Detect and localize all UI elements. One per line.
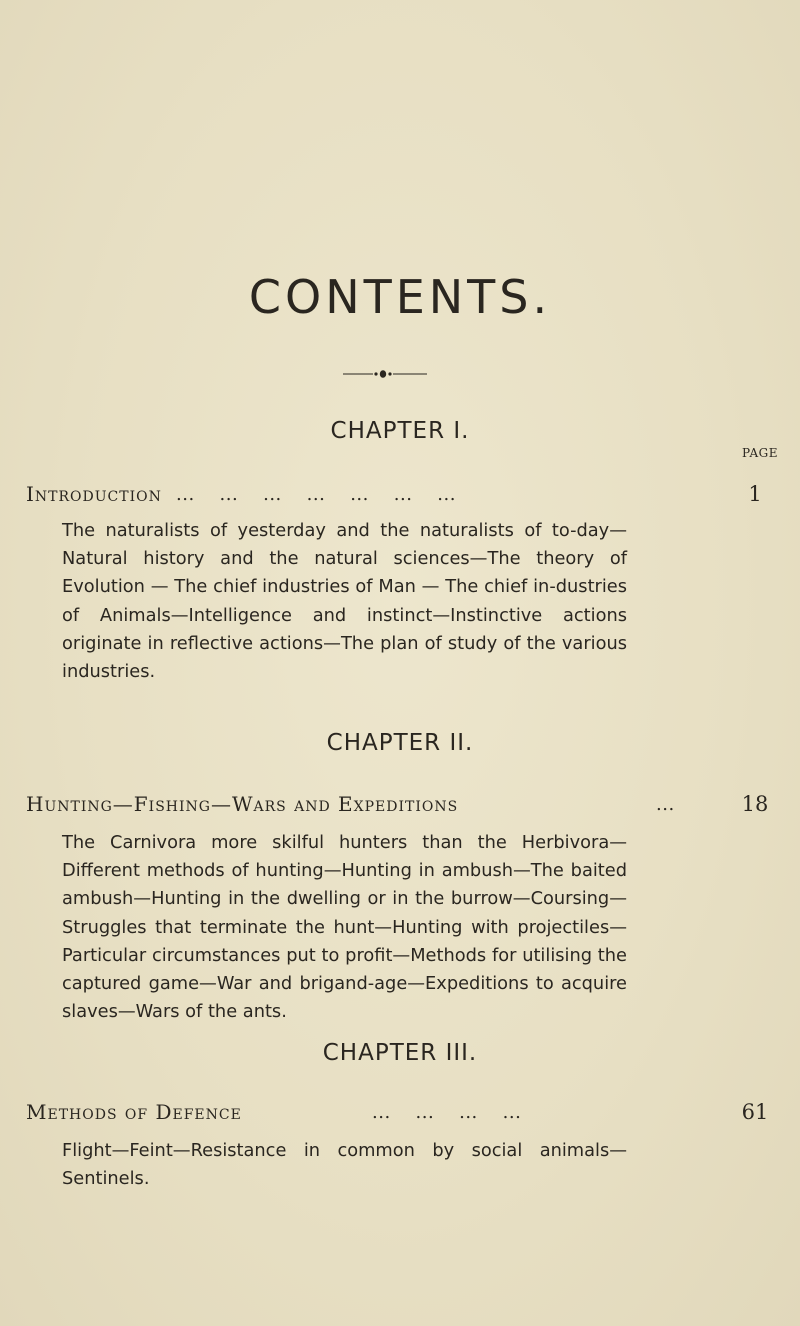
chapter-1-title: Introduction <box>26 482 162 506</box>
chapter-2-heading: CHAPTER II. <box>326 730 474 756</box>
chapter-2-leader: ... <box>656 794 675 815</box>
chapter-3-page-number: 61 <box>741 1100 769 1124</box>
chapter-3-heading: CHAPTER III. <box>322 1040 478 1066</box>
chapter-1-leader: ... ... ... ... ... ... ... <box>176 484 456 505</box>
chapter-1-page-number: 1 <box>748 482 762 506</box>
chapter-3-title: Methods of Defence <box>26 1100 242 1124</box>
chapter-1-heading: CHAPTER I. <box>330 418 470 444</box>
page-title: CONTENTS. <box>248 270 552 324</box>
chapter-2-title: Hunting—Fishing—Wars and Expeditions <box>26 792 459 816</box>
ornament-divider <box>343 368 427 380</box>
chapter-2-page-number: 18 <box>741 792 769 816</box>
chapter-3-leader: ... ... ... ... <box>372 1102 522 1123</box>
page-column-label: PAGE <box>742 446 778 460</box>
chapter-3-summary: Flight—Feint—Resistance in common by social animals—Sentinels. <box>62 1140 627 1190</box>
chapter-1-summary: The naturalists of yesterday and the naturalists of to-day—Natural history and the natural sciences—The theory of Evolution — The chief industries of Man — The chief in-dustries of Animals—Intelligence and instinct—Instinctive actions originate in reflective actions—The plan of study of the various industries. <box>62 520 627 683</box>
chapter-2-summary: The Carnivora more skilful hunters than the Herbivora—Different methods of hunting—Hunting in ambush—The baited ambush—Hunting in the dwelling or in the burrow—Coursing—Struggles that terminate the hunt—Hunting with projectiles—Particular circumstances put to profit—Methods for utilising the captured game—War and brigand-age—Expeditions to acquire slaves—Wars of the ants. <box>62 832 627 1023</box>
